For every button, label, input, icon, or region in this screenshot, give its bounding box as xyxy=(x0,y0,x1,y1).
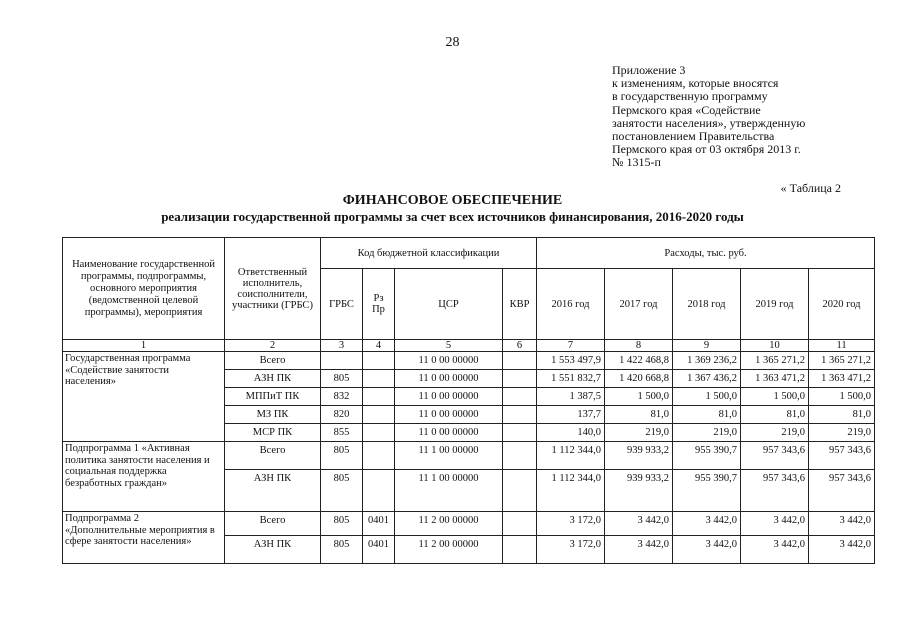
column-number: 4 xyxy=(363,340,395,352)
grbs-cell: 805 xyxy=(321,512,363,536)
column-number: 3 xyxy=(321,340,363,352)
column-number: 5 xyxy=(395,340,503,352)
kvr-cell xyxy=(503,424,537,442)
value-2019: 81,0 xyxy=(741,406,809,424)
grbs-cell: 805 xyxy=(321,470,363,512)
column-number: 6 xyxy=(503,340,537,352)
kvr-cell xyxy=(503,388,537,406)
kvr-cell xyxy=(503,370,537,388)
value-2016: 1 112 344,0 xyxy=(537,470,605,512)
grbs-cell: 805 xyxy=(321,370,363,388)
value-2017: 1 422 468,8 xyxy=(605,352,673,370)
value-2017: 3 442,0 xyxy=(605,536,673,564)
header-expenses: Расходы, тыс. руб. xyxy=(537,238,875,269)
value-2020: 3 442,0 xyxy=(809,512,875,536)
executor-cell: МЗ ПК xyxy=(225,406,321,424)
value-2016: 1 553 497,9 xyxy=(537,352,605,370)
subprogram-name: Подпрограмма 2 «Дополнительные мероприятия в сфере занятости населения» xyxy=(63,512,225,564)
header-year: 2019 год xyxy=(741,269,809,340)
value-2019: 1 365 271,2 xyxy=(741,352,809,370)
value-2018: 3 442,0 xyxy=(673,512,741,536)
csr-cell: 11 2 00 00000 xyxy=(395,536,503,564)
value-2018: 1 369 236,2 xyxy=(673,352,741,370)
value-2020: 1 500,0 xyxy=(809,388,875,406)
grbs-cell: 820 xyxy=(321,406,363,424)
value-2016: 1 387,5 xyxy=(537,388,605,406)
csr-cell: 11 2 00 00000 xyxy=(395,512,503,536)
value-2020: 957 343,6 xyxy=(809,442,875,470)
grbs-cell: 805 xyxy=(321,536,363,564)
column-number: 11 xyxy=(809,340,875,352)
financing-table xyxy=(62,237,875,564)
value-2016: 1 551 832,7 xyxy=(537,370,605,388)
header-executor: Ответственный исполнитель, соисполнители, участники (ГРБС) xyxy=(225,238,321,340)
value-2017: 939 933,2 xyxy=(605,442,673,470)
value-2019: 957 343,6 xyxy=(741,442,809,470)
value-2020: 219,0 xyxy=(809,424,875,442)
value-2020: 3 442,0 xyxy=(809,536,875,564)
kvr-cell xyxy=(503,536,537,564)
appendix-line: Пермского края «Содействие xyxy=(612,102,761,117)
column-number: 2 xyxy=(225,340,321,352)
csr-cell: 11 1 00 00000 xyxy=(395,470,503,512)
subprogram-name: Подпрограмма 1 «Активная политика занятости населения и социальная поддержка безработных граждан» xyxy=(63,442,225,512)
page-number: 28 xyxy=(445,35,460,50)
value-2016: 137,7 xyxy=(537,406,605,424)
column-number: 8 xyxy=(605,340,673,352)
value-2018: 1 367 436,2 xyxy=(673,370,741,388)
value-2019: 3 442,0 xyxy=(741,512,809,536)
column-number: 10 xyxy=(741,340,809,352)
value-2017: 1 420 668,8 xyxy=(605,370,673,388)
document-subtitle: реализации государственной программы за счет всех источников финансирования, 2016-2020 годы xyxy=(161,209,744,224)
header-budget-code: Код бюджетной классификации xyxy=(321,238,537,269)
executor-cell: МППиТ ПК xyxy=(225,388,321,406)
value-2018: 219,0 xyxy=(673,424,741,442)
value-2016: 140,0 xyxy=(537,424,605,442)
value-2018: 955 390,7 xyxy=(673,470,741,512)
appendix-line: к изменениям, которые вносятся xyxy=(612,76,779,91)
value-2017: 81,0 xyxy=(605,406,673,424)
csr-cell: 11 0 00 00000 xyxy=(395,352,503,370)
table-row xyxy=(63,512,875,536)
executor-cell: Всего xyxy=(225,512,321,536)
value-2019: 957 343,6 xyxy=(741,470,809,512)
rzpr-cell xyxy=(363,352,395,370)
header-grbs: ГРБС xyxy=(321,269,363,340)
value-2018: 3 442,0 xyxy=(673,536,741,564)
table-row xyxy=(63,352,875,370)
value-2016: 3 172,0 xyxy=(537,512,605,536)
value-2020: 1 365 271,2 xyxy=(809,352,875,370)
kvr-cell xyxy=(503,406,537,424)
appendix-line: занятости населения», утвержденную xyxy=(612,115,806,130)
value-2018: 955 390,7 xyxy=(673,442,741,470)
rzpr-cell xyxy=(363,470,395,512)
value-2017: 219,0 xyxy=(605,424,673,442)
csr-cell: 11 0 00 00000 xyxy=(395,406,503,424)
header-year: 2017 год xyxy=(605,269,673,340)
header-csr: ЦСР xyxy=(395,269,503,340)
value-2020: 1 363 471,2 xyxy=(809,370,875,388)
appendix-line: постановлением Правительства xyxy=(612,129,775,144)
table-row xyxy=(63,442,875,470)
program-name: Государственная программа «Содействие занятости населения» xyxy=(63,352,225,442)
rzpr-cell xyxy=(363,442,395,470)
executor-cell: АЗН ПК xyxy=(225,470,321,512)
kvr-cell xyxy=(503,470,537,512)
executor-cell: АЗН ПК xyxy=(225,370,321,388)
executor-cell: Всего xyxy=(225,442,321,470)
table-label: « Таблица 2 xyxy=(780,181,841,195)
rzpr-cell: 0401 xyxy=(363,536,395,564)
kvr-cell xyxy=(503,442,537,470)
value-2019: 1 500,0 xyxy=(741,388,809,406)
csr-cell: 11 0 00 00000 xyxy=(395,424,503,442)
value-2017: 1 500,0 xyxy=(605,388,673,406)
rzpr-cell xyxy=(363,370,395,388)
appendix-line: Пермского края от 03 октября 2013 г. xyxy=(612,142,801,157)
header-year: 2018 год xyxy=(673,269,741,340)
value-2019: 3 442,0 xyxy=(741,536,809,564)
header-kvr: КВР xyxy=(503,269,537,340)
header-rzpr-line: Пр xyxy=(372,304,385,315)
appendix-line: Приложение 3 xyxy=(612,63,686,77)
csr-cell: 11 0 00 00000 xyxy=(395,370,503,388)
value-2020: 81,0 xyxy=(809,406,875,424)
rzpr-cell: 0401 xyxy=(363,512,395,536)
value-2016: 1 112 344,0 xyxy=(537,442,605,470)
executor-cell: Всего xyxy=(225,352,321,370)
value-2017: 3 442,0 xyxy=(605,512,673,536)
csr-cell: 11 0 00 00000 xyxy=(395,388,503,406)
grbs-cell: 855 xyxy=(321,424,363,442)
header-rzpr xyxy=(363,269,395,340)
column-number: 7 xyxy=(537,340,605,352)
value-2020: 957 343,6 xyxy=(809,470,875,512)
appendix-line: в государственную программу xyxy=(612,89,768,104)
grbs-cell: 832 xyxy=(321,388,363,406)
value-2018: 1 500,0 xyxy=(673,388,741,406)
rzpr-cell xyxy=(363,424,395,442)
rzpr-cell xyxy=(363,388,395,406)
value-2019: 219,0 xyxy=(741,424,809,442)
column-number: 9 xyxy=(673,340,741,352)
header-year: 2020 год xyxy=(809,269,875,340)
column-number: 1 xyxy=(63,340,225,352)
rzpr-cell xyxy=(363,406,395,424)
header-rzpr-line: Рз xyxy=(373,293,384,304)
column-number-row xyxy=(63,340,875,352)
value-2016: 3 172,0 xyxy=(537,536,605,564)
value-2018: 81,0 xyxy=(673,406,741,424)
value-2017: 939 933,2 xyxy=(605,470,673,512)
appendix-line: № 1315-п xyxy=(612,155,661,170)
grbs-cell xyxy=(321,352,363,370)
kvr-cell xyxy=(503,512,537,536)
value-2019: 1 363 471,2 xyxy=(741,370,809,388)
kvr-cell xyxy=(503,352,537,370)
csr-cell: 11 1 00 00000 xyxy=(395,442,503,470)
document-title: ФИНАНСОВОЕ ОБЕСПЕЧЕНИЕ xyxy=(342,193,563,208)
grbs-cell: 805 xyxy=(321,442,363,470)
appendix-note xyxy=(612,64,805,170)
header-name: Наименование государственной программы, подпрограммы, основного мероприятия (ведомственной целевой программы), мероприятия xyxy=(63,238,225,340)
executor-cell: МСР ПК xyxy=(225,424,321,442)
header-year: 2016 год xyxy=(537,269,605,340)
executor-cell: АЗН ПК xyxy=(225,536,321,564)
